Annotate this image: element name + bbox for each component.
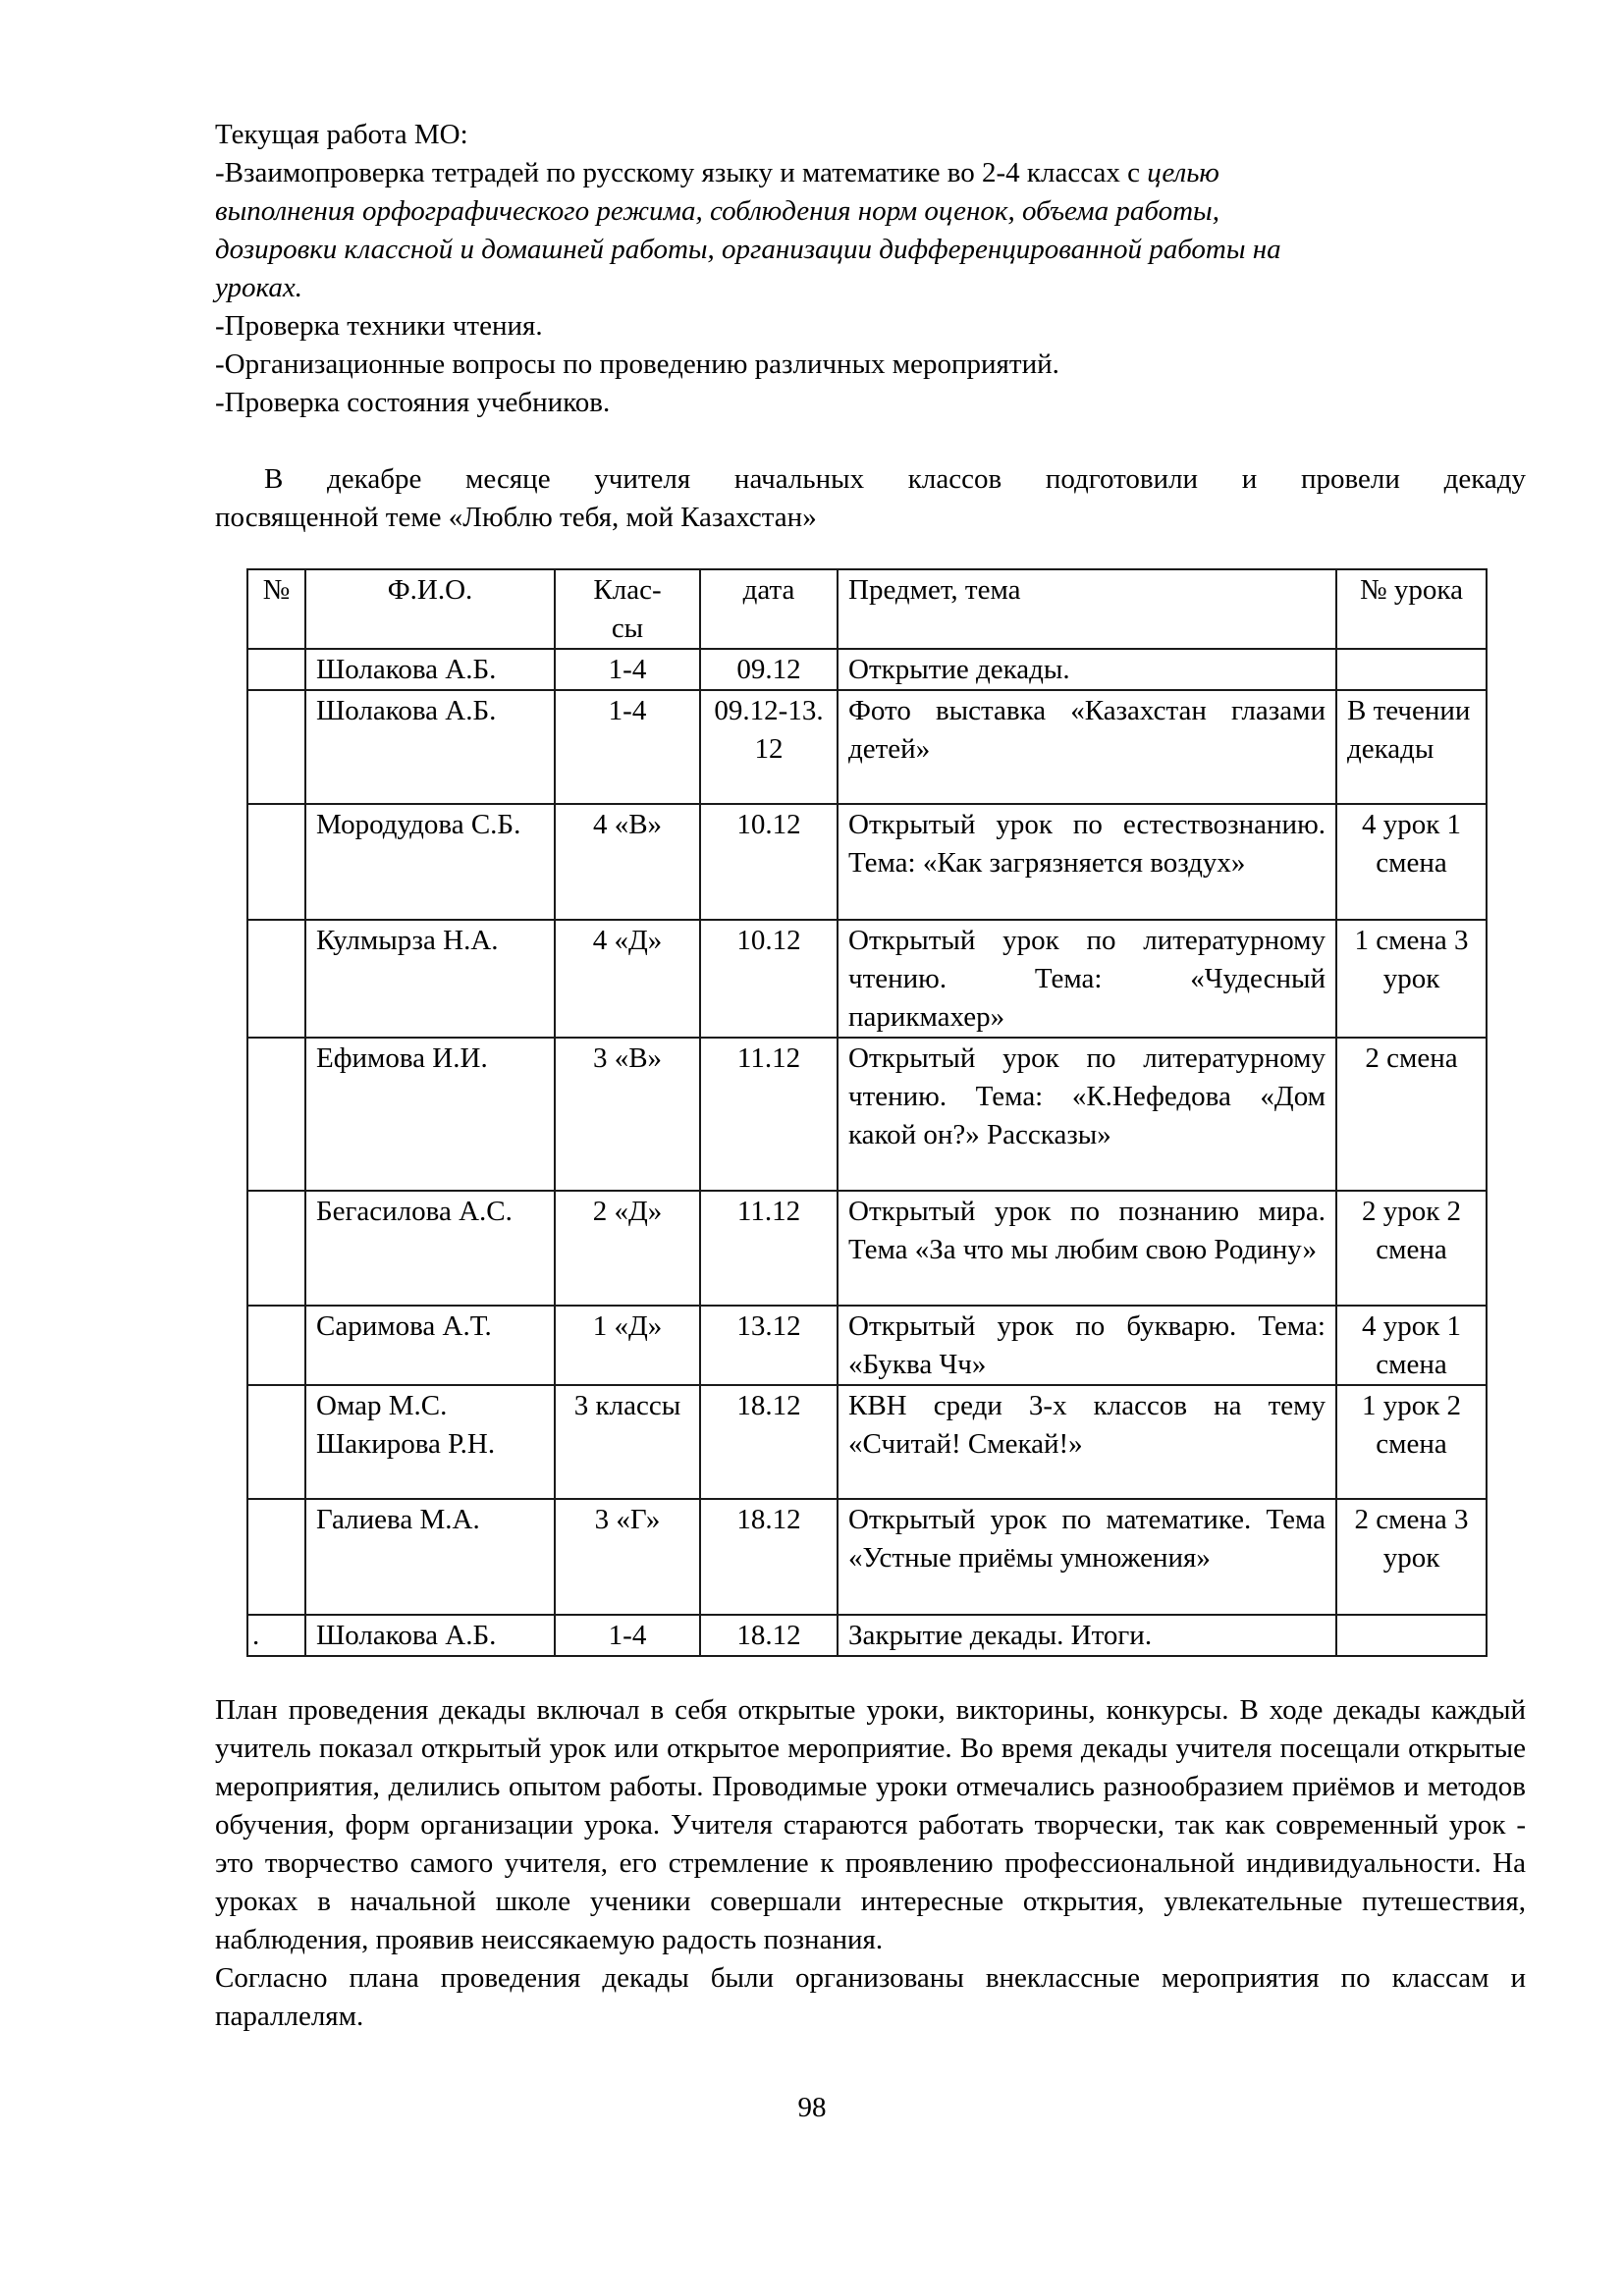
table-row xyxy=(247,1499,1487,1615)
cell-name: Кулмырза Н.А. xyxy=(305,920,555,1038)
work-item-notebook-check xyxy=(215,154,1526,192)
cell-lesson: 1 урок 2 смена xyxy=(1336,1385,1487,1499)
cell-number xyxy=(247,920,305,1038)
summary-paragraph: План проведения декады включал в себя открытые уроки, викторины, конкурсы. В ходе декады каждый учитель показал открытый урок или открытое мероприятие. Во время декады учителя посещали открытые мероприятия, делились опытом работы. Проводимые уроки отмечались разнообразием приёмов и методов обучения, форм организации урока. Учителя стараются работать творчески, так как современный урок - это творчество самого учителя, его стремление к проявлению профессиональной индивидуальности. На уроках в начальной школе ученики совершали интересные открытия, увлекательные путешествия, наблюдения, проявив неиссякаемую радость познания. xyxy=(215,1694,1526,1955)
cell-lesson: 4 урок 1 смена xyxy=(1336,1306,1487,1385)
cell-class: 2 «Д» xyxy=(555,1191,700,1306)
cell-date: 10.12 xyxy=(700,920,838,1038)
cell-lesson: 1 смена 3 урок xyxy=(1336,920,1487,1038)
cell-topic: Закрытие декады. Итоги. xyxy=(838,1615,1336,1656)
cell-date: 13.12 xyxy=(700,1306,838,1385)
cell-name: Бегасилова А.С. xyxy=(305,1191,555,1306)
cell-number xyxy=(247,804,305,920)
header-number: № xyxy=(247,569,305,649)
summary-paragraph: Согласно плана проведения декады были организованы внеклассные мероприятия по классам и параллелям. xyxy=(215,1962,1526,2032)
cell-name: Ефимова И.И. xyxy=(305,1038,555,1191)
cell-name: Мородудова С.Б. xyxy=(305,804,555,920)
cell-number xyxy=(247,1191,305,1306)
table-header-row xyxy=(247,569,1487,649)
cell-number xyxy=(247,1306,305,1385)
cell-topic: Открытый урок по познанию мира. Тема «За что мы любим свою Родину» xyxy=(838,1191,1336,1306)
table-row xyxy=(247,1038,1487,1191)
page-number: 98 xyxy=(797,2092,827,2123)
table-row xyxy=(247,1385,1487,1499)
cell-class: 4 «Д» xyxy=(555,920,700,1038)
cell-name: Шолакова А.Б. xyxy=(305,690,555,804)
cell-lesson: 2 смена xyxy=(1336,1038,1487,1191)
cell-number xyxy=(247,1385,305,1499)
table-body xyxy=(247,649,1487,1656)
decade-intro-line: посвященной теме «Люблю тебя, мой Казахстан» xyxy=(215,502,817,533)
cell-date: 11.12 xyxy=(700,1038,838,1191)
cell-lesson: В течении декады xyxy=(1336,690,1487,804)
cell-class: 1-4 xyxy=(555,1615,700,1656)
cell-name: Саримова А.Т. xyxy=(305,1306,555,1385)
decade-intro-line: В декабре месяце учителя начальных классов подготовили и провели декаду xyxy=(264,463,1526,495)
cell-lesson xyxy=(1336,649,1487,690)
cell-number: . xyxy=(247,1615,305,1656)
cell-date: 18.12 xyxy=(700,1499,838,1615)
cell-lesson: 2 смена 3 урок xyxy=(1336,1499,1487,1615)
cell-class: 3 классы xyxy=(555,1385,700,1499)
header-class xyxy=(555,569,700,649)
cell-topic: Открытие декады. xyxy=(838,649,1336,690)
decade-events-table xyxy=(246,568,1488,1657)
cell-lesson: 4 урок 1 смена xyxy=(1336,804,1487,920)
cell-class: 1-4 xyxy=(555,690,700,804)
cell-number xyxy=(247,1038,305,1191)
cell-topic: Открытый урок по литературному чтению. Тема: «К.Нефедова «Дом какой он?» Рассказы» xyxy=(838,1038,1336,1191)
cell-number xyxy=(247,690,305,804)
header-class-text: Клас-сы xyxy=(593,574,662,644)
work-item-goal-text: целью xyxy=(1147,157,1219,188)
table-row xyxy=(247,649,1487,690)
cell-name: Шолакова А.Б. xyxy=(305,1615,555,1656)
cell-name: Галиева М.А. xyxy=(305,1499,555,1615)
work-item-goal-line: дозировки классной и домашней работы, организации дифференцированной работы на xyxy=(215,234,1281,265)
cell-class: 4 «В» xyxy=(555,804,700,920)
cell-class: 1 «Д» xyxy=(555,1306,700,1385)
cell-topic: Открытый урок по букварю. Тема: «Буква Чч» xyxy=(838,1306,1336,1385)
cell-class: 3 «Г» xyxy=(555,1499,700,1615)
table-row xyxy=(247,920,1487,1038)
cell-lesson xyxy=(1336,1615,1487,1656)
current-work-section xyxy=(215,116,1526,422)
cell-date: 09.12 xyxy=(700,649,838,690)
cell-date: 11.12 xyxy=(700,1191,838,1306)
cell-number xyxy=(247,1499,305,1615)
cell-class: 1-4 xyxy=(555,649,700,690)
cell-number xyxy=(247,649,305,690)
work-item: -Проверка техники чтения. xyxy=(215,310,543,342)
header-name: Ф.И.О. xyxy=(305,569,555,649)
header-date: дата xyxy=(700,569,838,649)
cell-date: 18.12 xyxy=(700,1385,838,1499)
work-item: -Организационные вопросы по проведению различных мероприятий. xyxy=(215,348,1059,380)
header-lesson: № урока xyxy=(1336,569,1487,649)
cell-name: Шолакова А.Б. xyxy=(305,649,555,690)
cell-class: 3 «В» xyxy=(555,1038,700,1191)
cell-topic: КВН среди 3-х классов на тему «Считай! Смекай!» xyxy=(838,1385,1336,1499)
summary-section xyxy=(215,1691,1526,2036)
cell-date: 09.12-13.12 xyxy=(700,690,838,804)
table-row xyxy=(247,1306,1487,1385)
table-row xyxy=(247,804,1487,920)
work-item-goal-line: выполнения орфографического режима, соблюдения норм оценок, объема работы, xyxy=(215,195,1219,227)
cell-topic: Фото выставка «Казахстан глазами детей» xyxy=(838,690,1336,804)
work-item-text: -Взаимопроверка тетрадей по русскому языку и математике во 2-4 классах с xyxy=(215,157,1148,188)
work-item: -Проверка состояния учебников. xyxy=(215,387,611,418)
table-row xyxy=(247,1615,1487,1656)
table-row xyxy=(247,690,1487,804)
work-item-goal-line: уроках. xyxy=(215,272,302,303)
cell-date: 10.12 xyxy=(700,804,838,920)
cell-lesson: 2 урок 2 смена xyxy=(1336,1191,1487,1306)
section-heading: Текущая работа МО: xyxy=(215,119,468,150)
cell-topic: Открытый урок по естествознанию. Тема: «Как загрязняется воздух» xyxy=(838,804,1336,920)
decade-intro-paragraph xyxy=(215,460,1526,537)
cell-topic: Открытый урок по математике. Тема «Устные приёмы умножения» xyxy=(838,1499,1336,1615)
table-row xyxy=(247,1191,1487,1306)
header-topic: Предмет, тема xyxy=(838,569,1336,649)
cell-topic: Открытый урок по литературному чтению. Тема: «Чудесный парикмахер» xyxy=(838,920,1336,1038)
cell-name: Омар М.С. Шакирова Р.Н. xyxy=(305,1385,555,1499)
cell-date: 18.12 xyxy=(700,1615,838,1656)
